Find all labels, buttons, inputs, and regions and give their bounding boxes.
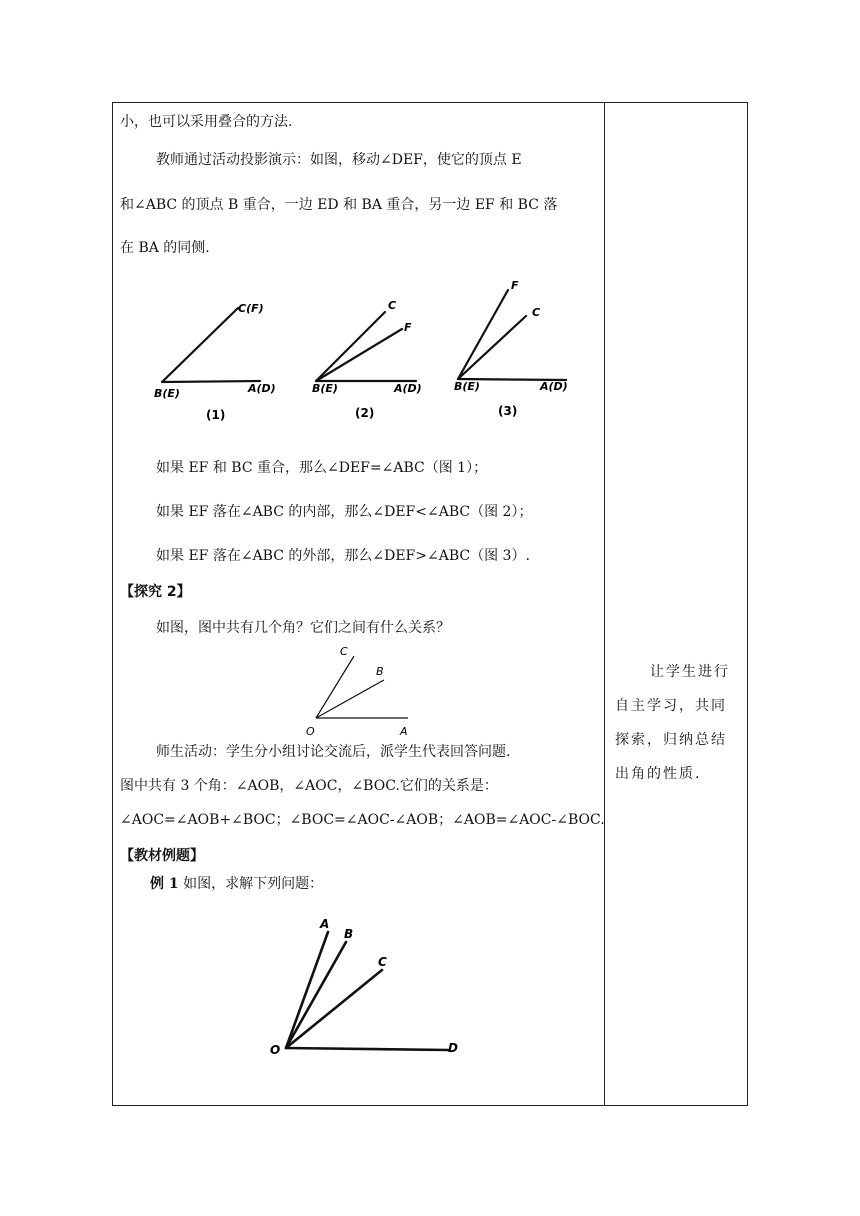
text-line-1: 小，也可以采用叠合的方法. (120, 114, 293, 130)
figure-3-caption: (3) (498, 404, 518, 418)
explore2-question: 如图，图中共有几个角？它们之间有什么关系？ (156, 620, 450, 636)
figure-2-vertex-label: B(E) (312, 382, 338, 395)
text-line-3: 和∠ABC 的顶点 B 重合，一边 ED 和 BA 重合，另一边 EF 和 BC 落 (120, 197, 558, 213)
figure-1-caption: (1) (206, 408, 226, 422)
example-line (150, 874, 323, 894)
case-line-2: 如果 EF 落在∠ABC 的内部，那么∠DEF<∠ABC（图 2）； (156, 504, 533, 520)
angle-comparison-figure (140, 275, 600, 425)
figure-2-end-label: A(D) (394, 382, 422, 395)
figure-3 (458, 290, 566, 380)
example1-angle-figure (262, 912, 472, 1062)
example-heading: 【教材例题】 (120, 848, 204, 864)
example1-label-d: D (448, 1041, 458, 1055)
example1-label-c: C (378, 955, 387, 969)
explore2-label-c: C (340, 645, 348, 658)
column-divider (604, 102, 605, 1106)
side-note-line-1: 让学生进行 (650, 664, 730, 680)
figure-1-vertex-label: B(E) (154, 387, 180, 400)
explore2-label-o: O (306, 725, 315, 738)
case-line-1: 如果 EF 和 BC 重合，那么∠DEF=∠ABC（图 1）； (156, 460, 488, 476)
explore2-label-b: B (376, 665, 384, 678)
figure-3-ray2-label: C (532, 306, 541, 319)
side-note-line-4: 出角的性质. (615, 766, 702, 782)
example1-label-b: B (344, 927, 354, 941)
text-line-2: 教师通过活动投影演示：如图，移动∠DEF，使它的顶点 E (156, 152, 522, 168)
example-label: 例 1 (150, 876, 179, 892)
side-note-line-3: 探索，归纳总结 (615, 732, 727, 748)
side-note-line-2: 自主学习，共同 (615, 698, 727, 714)
figure-2-caption: (2) (355, 406, 375, 420)
explore2-answer-3: ∠AOC=∠AOB+∠BOC；∠BOC=∠AOC-∠AOB；∠AOB=∠AOC-∠BOC. (120, 812, 605, 828)
figure-2-ray2-label: F (404, 321, 412, 334)
figure-1-ray-label: C(F) (238, 302, 264, 315)
figure-1 (162, 308, 260, 382)
figure-3-end-label: A(D) (540, 380, 568, 393)
figure-2-ray1-label: C (388, 299, 397, 312)
explore2-answer-2: 图中共有 3 个角：∠AOB，∠AOC，∠BOC.它们的关系是： (120, 778, 498, 794)
figure-1-end-label: A(D) (248, 382, 276, 395)
explore2-angle-figure (296, 640, 426, 738)
figure-2 (316, 312, 416, 381)
example-text: 如图，求解下列问题： (183, 876, 324, 892)
figure-3-ray1-label: F (511, 279, 519, 292)
text-line-4: 在 BA 的同侧. (120, 240, 210, 256)
example1-label-o: O (270, 1043, 281, 1057)
explore2-answer-1: 师生活动：学生分小组讨论交流后，派学生代表回答问题. (156, 744, 511, 760)
example1-label-a: A (320, 917, 330, 931)
figure-3-vertex-label: B(E) (454, 380, 480, 393)
case-line-3: 如果 EF 落在∠ABC 的外部，那么∠DEF>∠ABC（图 3）. (156, 548, 530, 564)
explore2-heading: 【探究 2】 (120, 584, 191, 600)
explore2-label-a: A (400, 725, 408, 738)
